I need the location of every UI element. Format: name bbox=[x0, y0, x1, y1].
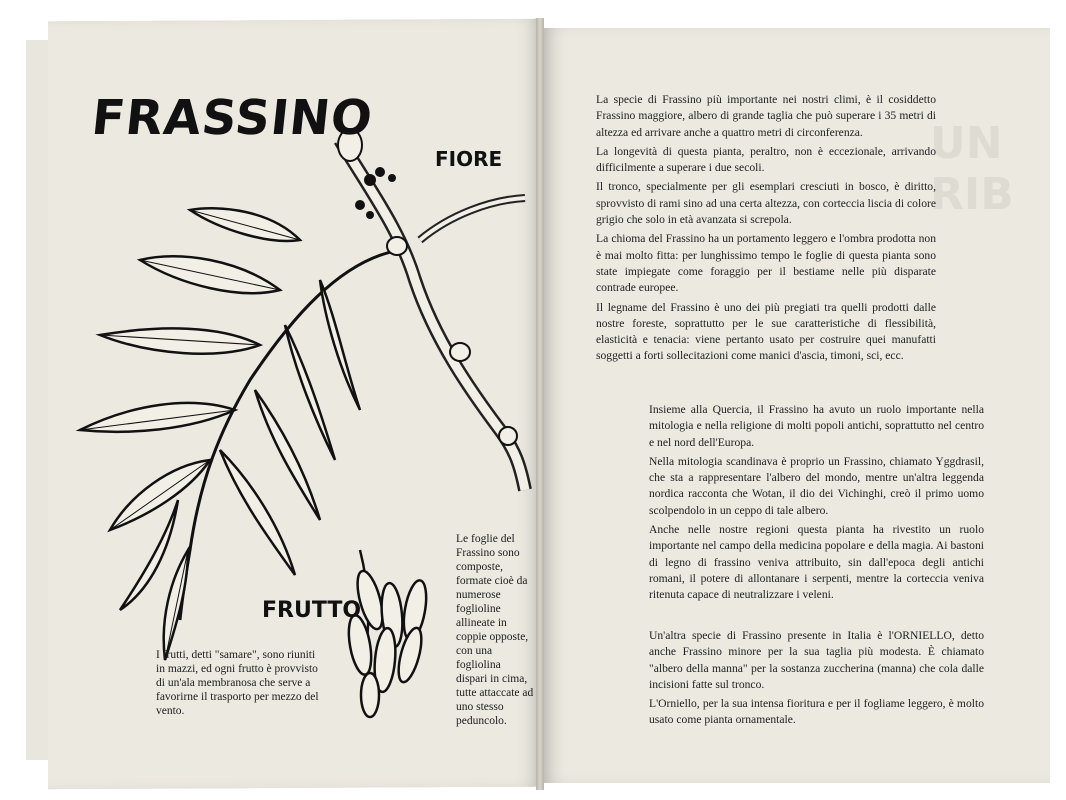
leaves-caption: Le foglie del Frassino sono composte, formate cioè da numerose foglioline allineate in coppie opposte, con una fogliolina dispari in cima, tutte attaccate ad uno stesso peduncolo. bbox=[456, 533, 534, 727]
paragraph: La longevità di questa pianta, peraltro, non è eccezionale, arrivando difficilmente a superare i due secoli. bbox=[596, 144, 936, 175]
paragraph: Il tronco, specialmente per gli esemplari cresciuti in bosco, è diritto, sprovvisto di rami sino ad una certa altezza, con corteccia liscia di colore grigio che solo in età avanzata si screpola. bbox=[596, 180, 936, 227]
paragraph: Insieme alla Quercia, il Frassino ha avuto un ruolo importante nella mitologia e nella religione di molti popoli antichi, soprattutto nel centro e nel nord dell'Europa. bbox=[649, 403, 984, 449]
paragraph: La specie di Frassino più importante nei nostri climi, è il cosiddetto Frassino maggiore, albero di grande taglia che può superare i 35 metri di altezza ed arrivare anche a quattro metri di circonferenza. bbox=[596, 93, 936, 139]
flower-label: FIORE bbox=[435, 147, 503, 171]
paragraph: L'Orniello, per la sua intensa fioritura e per il fogliame leggero, è molto usato come pianta ornamentale. bbox=[649, 697, 984, 727]
paragraph: La chioma del Frassino ha un portamento leggero e l'ombra prodotta non è mai molto fitta: per lunghissimo tempo le foglie di questa pianta sono state impiegate come foraggio per il bestiame nelle più disparate contrade europee. bbox=[596, 232, 936, 295]
text-block-description bbox=[596, 92, 936, 368]
text-block-mythology bbox=[649, 402, 984, 607]
fruit-label: FRUTTO bbox=[262, 598, 362, 623]
fruits-caption: I frutti, detti "samare", sono riuniti in mazzi, ed ogni frutto è provvisto di un'ala membranosa che serve a favorirne il trasporto per mezzo del vento. bbox=[156, 649, 319, 717]
page-title: FRASSINO bbox=[89, 90, 376, 146]
show-through-text: UN RIB bbox=[930, 118, 1014, 220]
paragraph: Il legname del Frassino è uno dei più pregiati tra quelli prodotti dalle nostre foreste, soprattutto per le sue caratteristiche di flessibilità, elasticità e tenacia: viene pertanto usato per costruire quei manufatti soggetti a forti sollecitazioni come manici d'ascia, timoni, sci, ecc. bbox=[596, 300, 936, 363]
text-block-orniello bbox=[649, 628, 984, 732]
paragraph: Anche nelle nostre regioni questa pianta ha rivestito un ruolo importante nel campo della medicina popolare e della magia. Ai bastoni di legno di frassino veniva attribuito, sin dall'epoca degli antichi romani, il potere di allontanare i serpenti, mentre la corteccia veniva ritenuta capace di neutralizzare i veleni. bbox=[649, 523, 984, 602]
paragraph: Nella mitologia scandinava è proprio un Frassino, chiamato Yggdrasil, che sta a rappresentare l'albero del mondo, mentre un'altra leggenda nordica racconta che Wotan, il dio dei Vichinghi, creò il primo uomo scolpendolo in un ceppo di tale albero. bbox=[649, 454, 984, 517]
paragraph: Un'altra specie di Frassino presente in Italia è l'ORNIELLO, detto anche Frassino minore per la sua taglia più modesta. È chiamato "albero della manna" per la sostanza zuccherina (manna) che cola dalle incisioni fatte sul tronco. bbox=[649, 629, 984, 691]
